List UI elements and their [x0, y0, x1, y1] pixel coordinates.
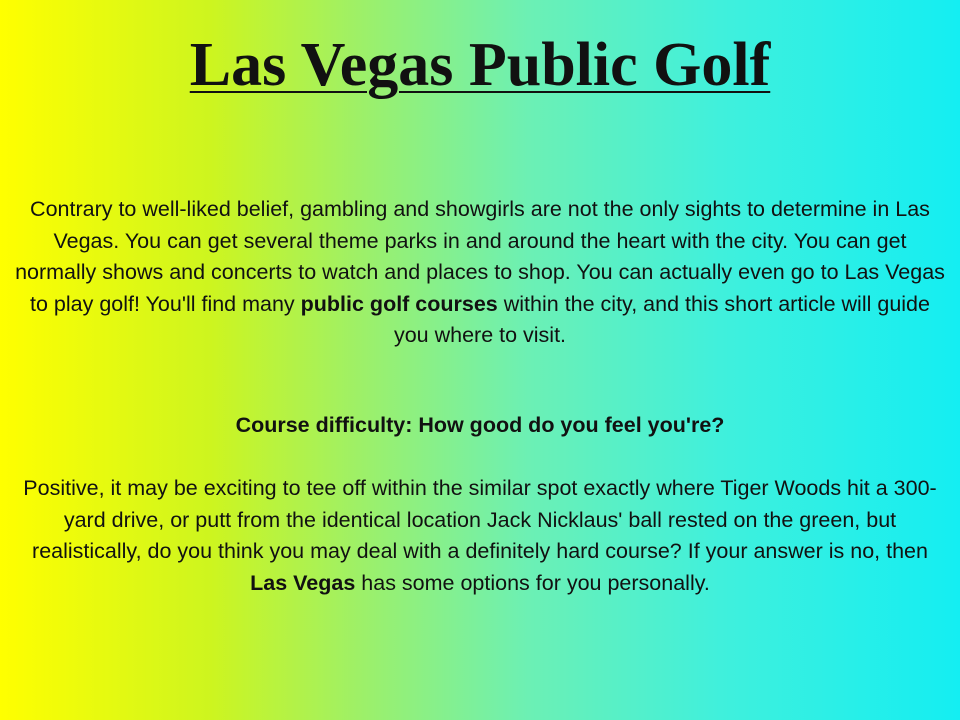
intro-text-end: within the city, and this short article will guide you where to visit.: [393, 291, 930, 347]
difficulty-text-bold: Las Vegas: [250, 570, 356, 595]
difficulty-text-start: Positive, it may be exciting to tee off within the similar spot exactly where Tiger Woods hit a 300-yard drive, or putt from the identical location Jack Nicklaus' ball rested on the green, but realistically, do you think you may deal with a definitely hard course? If your answer is no, then: [23, 476, 937, 563]
intro-text-bold: public golf courses: [300, 291, 498, 316]
slide-title-text: Las Vegas Public Golf: [189, 31, 771, 99]
intro-paragraph: [14, 194, 946, 352]
section-heading: Course difficulty: How good do you feel you're?: [235, 413, 725, 437]
slide-title: [0, 26, 960, 104]
difficulty-text-end: has some options for you personally.: [355, 570, 710, 595]
difficulty-paragraph: [14, 473, 946, 599]
intro-text-start: Contrary to well-liked belief, gambling and showgirls are not the only sights to determine in Las Vegas. You can get several theme parks in and around the heart with the city. You can get normally shows and concerts to watch and places to shop. You can actually even go to Las Vegas to play golf! You'll find many: [15, 197, 945, 316]
